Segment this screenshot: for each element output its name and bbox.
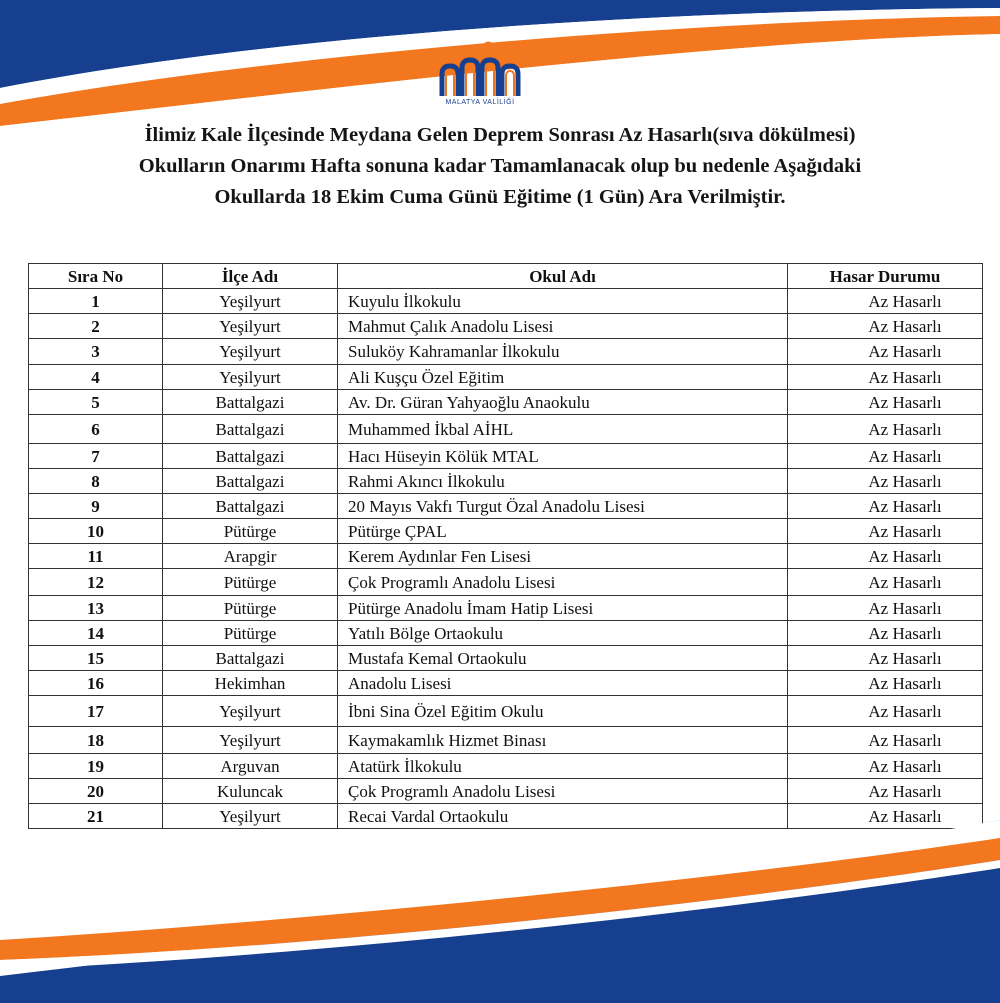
table-row (29, 727, 983, 754)
cell-ilce-adi: Battalgazi (163, 646, 338, 671)
cell-hasar-durumu: Az Hasarlı (788, 415, 983, 444)
cell-okul-adi: Anadolu Lisesi (338, 671, 788, 696)
cell-ilce-adi: Battalgazi (163, 444, 338, 469)
cell-okul-adi: Muhammed İkbal AİHL (338, 415, 788, 444)
cell-hasar-durumu: Az Hasarlı (788, 314, 983, 339)
header-okul-adi: Okul Adı (338, 264, 788, 289)
announcement-headline (60, 120, 940, 213)
cell-sira-no: 3 (29, 339, 163, 365)
cell-ilce-adi: Kuluncak (163, 779, 338, 804)
cell-hasar-durumu: Az Hasarlı (788, 754, 983, 779)
cell-sira-no: 16 (29, 671, 163, 696)
table-header-row (29, 264, 983, 289)
bottom-swoosh-decoration (0, 820, 1000, 1003)
cell-okul-adi: Av. Dr. Güran Yahyaoğlu Anaokulu (338, 390, 788, 415)
cell-okul-adi: Rahmi Akıncı İlkokulu (338, 469, 788, 494)
cell-okul-adi: Mustafa Kemal Ortaokulu (338, 646, 788, 671)
cell-okul-adi: İbni Sina Özel Eğitim Okulu (338, 696, 788, 727)
cell-ilce-adi: Battalgazi (163, 469, 338, 494)
cell-sira-no: 15 (29, 646, 163, 671)
table-row (29, 365, 983, 390)
cell-hasar-durumu: Az Hasarlı (788, 494, 983, 519)
headline-line: Okulların Onarımı Hafta sonuna kadar Tamamlanacak olup bu nedenle Aşağıdaki (138, 155, 862, 177)
cell-sira-no: 5 (29, 390, 163, 415)
cell-okul-adi: Suluköy Kahramanlar İlkokulu (338, 339, 788, 365)
table-row (29, 671, 983, 696)
cell-ilce-adi: Hekimhan (163, 671, 338, 696)
cell-okul-adi: Kaymakamlık Hizmet Binası (338, 727, 788, 754)
cell-ilce-adi: Arguvan (163, 754, 338, 779)
table-row (29, 469, 983, 494)
cell-ilce-adi: Pütürge (163, 621, 338, 646)
cell-ilce-adi: Yeşilyurt (163, 339, 338, 365)
cell-hasar-durumu: Az Hasarlı (788, 544, 983, 569)
cell-sira-no: 6 (29, 415, 163, 444)
logo-caption: MALATYA VALİLİĞİ (445, 99, 515, 106)
table-row (29, 596, 983, 621)
table-row (29, 696, 983, 727)
cell-hasar-durumu: Az Hasarlı (788, 469, 983, 494)
cell-ilce-adi: Yeşilyurt (163, 727, 338, 754)
cell-hasar-durumu: Az Hasarlı (788, 596, 983, 621)
malatya-valiligi-logo-icon (434, 40, 526, 98)
cell-okul-adi: Mahmut Çalık Anadolu Lisesi (338, 314, 788, 339)
cell-okul-adi: Ali Kuşçu Özel Eğitim (338, 365, 788, 390)
cell-sira-no: 7 (29, 444, 163, 469)
cell-ilce-adi: Yeşilyurt (163, 314, 338, 339)
cell-ilce-adi: Pütürge (163, 569, 338, 596)
cell-okul-adi: 20 Mayıs Vakfı Turgut Özal Anadolu Lisesi (338, 494, 788, 519)
cell-hasar-durumu: Az Hasarlı (788, 390, 983, 415)
schools-table (28, 263, 983, 829)
cell-okul-adi: Çok Programlı Anadolu Lisesi (338, 779, 788, 804)
table-row (29, 754, 983, 779)
cell-okul-adi: Pütürge Anadolu İmam Hatip Lisesi (338, 596, 788, 621)
cell-hasar-durumu: Az Hasarlı (788, 444, 983, 469)
cell-ilce-adi: Pütürge (163, 596, 338, 621)
cell-ilce-adi: Pütürge (163, 519, 338, 544)
cell-hasar-durumu: Az Hasarlı (788, 646, 983, 671)
cell-okul-adi: Recai Vardal Ortaokulu (338, 804, 788, 829)
cell-hasar-durumu: Az Hasarlı (788, 696, 983, 727)
table-row (29, 415, 983, 444)
cell-sira-no: 14 (29, 621, 163, 646)
table-row (29, 544, 983, 569)
cell-hasar-durumu: Az Hasarlı (788, 804, 983, 829)
headline-line: Okullarda 18 Ekim Cuma Günü Eğitime (1 Gün) Ara Verilmiştir. (214, 186, 786, 208)
table-row (29, 314, 983, 339)
table-row (29, 390, 983, 415)
cell-sira-no: 10 (29, 519, 163, 544)
cell-okul-adi: Yatılı Bölge Ortaokulu (338, 621, 788, 646)
cell-sira-no: 21 (29, 804, 163, 829)
cell-sira-no: 9 (29, 494, 163, 519)
cell-sira-no: 20 (29, 779, 163, 804)
cell-hasar-durumu: Az Hasarlı (788, 339, 983, 365)
table-row (29, 289, 983, 314)
table-row (29, 621, 983, 646)
cell-sira-no: 17 (29, 696, 163, 727)
cell-sira-no: 2 (29, 314, 163, 339)
cell-hasar-durumu: Az Hasarlı (788, 727, 983, 754)
cell-ilce-adi: Yeşilyurt (163, 696, 338, 727)
header-sira-no: Sıra No (29, 264, 163, 289)
cell-ilce-adi: Yeşilyurt (163, 804, 338, 829)
cell-sira-no: 11 (29, 544, 163, 569)
malatya-valiligi-logo (430, 40, 530, 116)
cell-hasar-durumu: Az Hasarlı (788, 519, 983, 544)
headline-line: İlimiz Kale İlçesinde Meydana Gelen Deprem Sonrası Az Hasarlı(sıva dökülmesi) (144, 124, 856, 146)
cell-ilce-adi: Arapgir (163, 544, 338, 569)
table-row (29, 444, 983, 469)
cell-hasar-durumu: Az Hasarlı (788, 289, 983, 314)
cell-okul-adi: Atatürk İlkokulu (338, 754, 788, 779)
cell-hasar-durumu: Az Hasarlı (788, 779, 983, 804)
cell-okul-adi: Hacı Hüseyin Kölük MTAL (338, 444, 788, 469)
header-ilce-adi: İlçe Adı (163, 264, 338, 289)
cell-okul-adi: Kuyulu İlkokulu (338, 289, 788, 314)
cell-okul-adi: Kerem Aydınlar Fen Lisesi (338, 544, 788, 569)
cell-ilce-adi: Battalgazi (163, 494, 338, 519)
cell-hasar-durumu: Az Hasarlı (788, 569, 983, 596)
table-row (29, 569, 983, 596)
header-hasar-durumu: Hasar Durumu (788, 264, 983, 289)
cell-ilce-adi: Yeşilyurt (163, 365, 338, 390)
cell-sira-no: 13 (29, 596, 163, 621)
cell-hasar-durumu: Az Hasarlı (788, 365, 983, 390)
cell-sira-no: 19 (29, 754, 163, 779)
cell-sira-no: 1 (29, 289, 163, 314)
table-row (29, 779, 983, 804)
cell-ilce-adi: Yeşilyurt (163, 289, 338, 314)
cell-sira-no: 18 (29, 727, 163, 754)
table-row (29, 339, 983, 365)
cell-ilce-adi: Battalgazi (163, 390, 338, 415)
cell-okul-adi: Pütürge ÇPAL (338, 519, 788, 544)
cell-ilce-adi: Battalgazi (163, 415, 338, 444)
cell-sira-no: 4 (29, 365, 163, 390)
cell-hasar-durumu: Az Hasarlı (788, 621, 983, 646)
cell-hasar-durumu: Az Hasarlı (788, 671, 983, 696)
table-row (29, 646, 983, 671)
cell-sira-no: 8 (29, 469, 163, 494)
cell-sira-no: 12 (29, 569, 163, 596)
cell-okul-adi: Çok Programlı Anadolu Lisesi (338, 569, 788, 596)
table-row (29, 494, 983, 519)
table-row (29, 519, 983, 544)
